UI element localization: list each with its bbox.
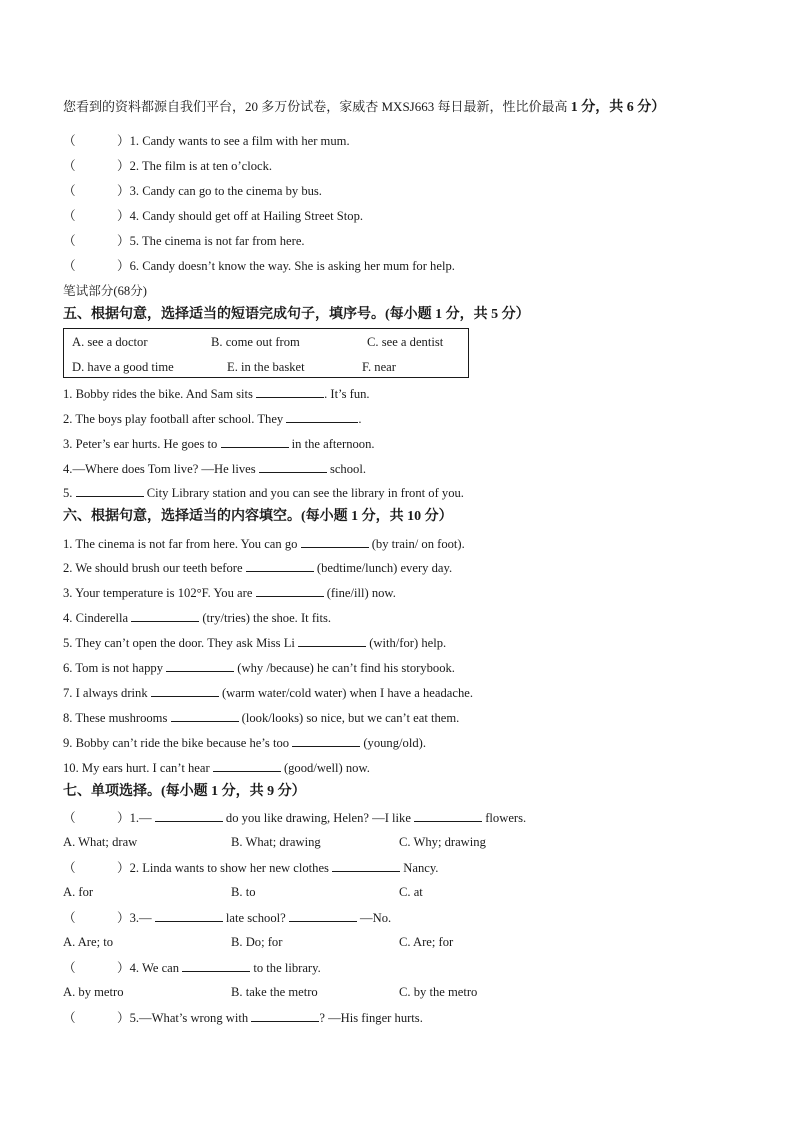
section7-title: 七、单项选择。(每小题 1 分，共 9 分） <box>63 784 306 799</box>
option-a[interactable]: A. by metro <box>63 985 124 999</box>
answer-blank[interactable] <box>76 484 144 497</box>
option-c[interactable]: C. Why; drawing <box>399 835 486 849</box>
phrase-f: F. near <box>362 360 396 374</box>
option-c[interactable]: C. Are; for <box>399 935 454 949</box>
s6-item-9: 9. Bobby can’t ride the bike because he’s too (young/old). <box>63 736 426 750</box>
header-score: 1 分，共 6 分） <box>570 100 666 115</box>
answer-blank[interactable] <box>246 559 314 572</box>
s7-question-2: （ ）2. Linda wants to show her new clothes Nancy. <box>63 861 439 875</box>
page-header <box>63 99 665 116</box>
option-a[interactable]: A. Are; to <box>63 935 114 949</box>
s6-item-2: 2. We should brush our teeth before (bedtime/lunch) every day. <box>63 561 453 575</box>
header-text: 您看到的资料都源自我们平台，20 多万份试卷，家威杏 MXSJ663 每日最新，性比价最高 <box>63 99 568 114</box>
s7-options-4 <box>63 984 563 1000</box>
answer-blank[interactable] <box>256 584 324 597</box>
answer-blank[interactable] <box>292 734 360 747</box>
listening-item-1: （ ）1. Candy wants to see a film with her mum. <box>63 134 350 148</box>
answer-blank[interactable] <box>131 609 199 622</box>
written-part-label: 笔试部分(68分) <box>63 284 147 298</box>
answer-blank[interactable] <box>259 460 327 473</box>
answer-blank[interactable] <box>251 1009 319 1022</box>
phrase-d: D. have a good time <box>72 360 174 374</box>
answer-blank[interactable] <box>289 909 357 922</box>
listening-item-4: （ ）4. Candy should get off at Hailing Street Stop. <box>63 209 364 223</box>
answer-blank[interactable] <box>332 859 400 872</box>
option-b[interactable]: B. What; drawing <box>231 835 321 849</box>
s5-item-2: 2. The boys play football after school. They . <box>63 412 362 426</box>
phrase-a: A. see a doctor <box>72 335 148 349</box>
s7-question-1: （ ）1.— do you like drawing, Helen? —I like flowers. <box>63 811 527 825</box>
s6-item-6: 6. Tom is not happy (why /because) he can’t find his storybook. <box>63 661 455 675</box>
listening-item-2: （ ）2. The film is at ten o’clock. <box>63 159 273 173</box>
s7-question-5: （ ）5.—What’s wrong with ? —His finger hurts. <box>63 1011 423 1025</box>
phrase-c: C. see a dentist <box>367 335 444 349</box>
answer-blank[interactable] <box>155 809 223 822</box>
answer-blank[interactable] <box>151 684 219 697</box>
section6-title: 六、根据句意，选择适当的内容填空。(每小题 1 分，共 10 分） <box>63 509 453 524</box>
option-c[interactable]: C. by the metro <box>399 985 478 999</box>
option-a[interactable]: A. for <box>63 885 94 899</box>
listening-item-5: （ ）5. The cinema is not far from here. <box>63 234 305 248</box>
answer-blank[interactable] <box>213 759 281 772</box>
s6-item-7: 7. I always drink (warm water/cold water) when I have a headache. <box>63 686 473 700</box>
answer-blank[interactable] <box>171 709 239 722</box>
s5-item-5: 5. City Library station and you can see the library in front of you. <box>63 486 464 500</box>
s6-item-8: 8. These mushrooms (look/looks) so nice, but we can’t eat them. <box>63 711 460 725</box>
option-b[interactable]: B. Do; for <box>231 935 283 949</box>
phrase-b: B. come out from <box>211 335 300 349</box>
s6-item-10: 10. My ears hurt. I can’t hear (good/well) now. <box>63 761 370 775</box>
s6-item-5: 5. They can’t open the door. They ask Miss Li (with/for) help. <box>63 636 447 650</box>
s6-item-3: 3. Your temperature is 102°F. You are (fine/ill) now. <box>63 586 396 600</box>
s7-question-3: （ ）3.— late school? —No. <box>63 911 392 925</box>
listening-item-3: （ ）3. Candy can go to the cinema by bus. <box>63 184 322 198</box>
answer-blank[interactable] <box>286 410 358 423</box>
answer-blank[interactable] <box>166 659 234 672</box>
s7-options-2 <box>63 884 563 900</box>
s5-item-4: 4.—Where does Tom live? —He lives school. <box>63 462 366 476</box>
answer-blank[interactable] <box>221 435 289 448</box>
s6-item-4: 4. Cinderella (try/tries) the shoe. It fits. <box>63 611 332 625</box>
answer-blank[interactable] <box>414 809 482 822</box>
option-a[interactable]: A. What; draw <box>63 835 138 849</box>
s6-item-1: 1. The cinema is not far from here. You can go (by train/ on foot). <box>63 537 465 551</box>
option-c[interactable]: C. at <box>399 885 423 899</box>
listening-item-6: （ ）6. Candy doesn’t know the way. She is asking her mum for help. <box>63 259 455 273</box>
answer-blank[interactable] <box>256 385 324 398</box>
phrase-e: E. in the basket <box>227 360 305 374</box>
answer-blank[interactable] <box>301 535 369 548</box>
s7-options-1 <box>63 834 563 850</box>
section5-title: 五、根据句意，选择适当的短语完成句子，填序号。(每小题 1 分，共 5 分） <box>63 307 530 322</box>
answer-blank[interactable] <box>155 909 223 922</box>
s7-options-3 <box>63 934 563 950</box>
phrase-box <box>63 328 469 378</box>
answer-blank[interactable] <box>298 634 366 647</box>
option-b[interactable]: B. to <box>231 885 256 899</box>
answer-blank[interactable] <box>182 959 250 972</box>
option-b[interactable]: B. take the metro <box>231 985 318 999</box>
s7-question-4: （ ）4. We can to the library. <box>63 961 321 975</box>
s5-item-1: 1. Bobby rides the bike. And Sam sits . It’s fun. <box>63 387 370 401</box>
s5-item-3: 3. Peter’s ear hurts. He goes to in the afternoon. <box>63 437 375 451</box>
